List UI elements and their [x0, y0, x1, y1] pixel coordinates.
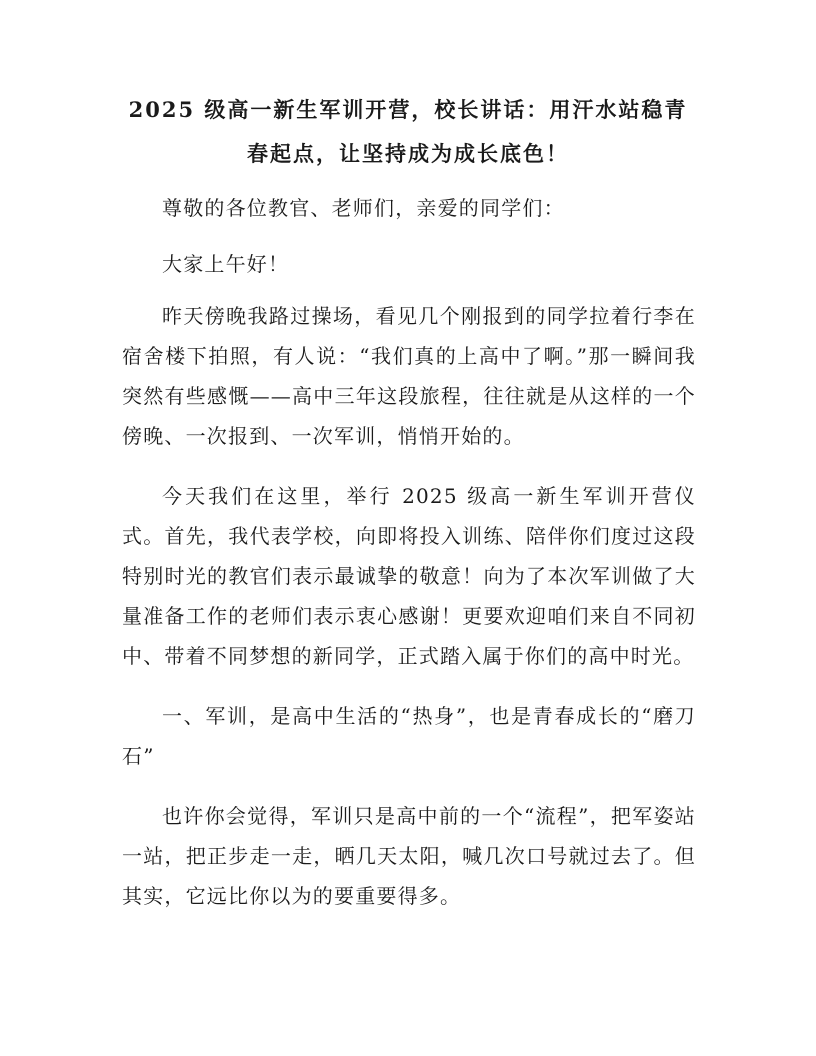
document-title: 2025 级高一新生军训开营，校长讲话：用汗水站稳青春起点，让坚持成为成长底色！ [128, 97, 688, 166]
salutation: 尊敬的各位教官、老师们，亲爱的同学们： [162, 196, 565, 220]
paragraph: 今天我们在这里，举行 2025 级高一新生军训开营仪式。首先，我代表学校，向即将投入训练、陪伴你们度过这段特别时光的教官们表示最诚挚的敬意！向为了本次军训做了大量准备工作的老师们表示衷心感谢！更要欢迎咱们来自不同初中、带着不同梦想的新同学，正式踏入属于你们的高中时光。 [122, 484, 696, 668]
paragraph: 昨天傍晚我路过操场，看见几个刚报到的同学拉着行李在宿舍楼下拍照，有人说：“我们真的上高中了啊。”那一瞬间我突然有些感慨——高中三年这段旅程，往往就是从这样的一个傍晚、一次报到、一次军训，悄悄开始的。 [122, 304, 696, 448]
greeting: 大家上午好！ [162, 252, 290, 276]
paragraph: 也许你会觉得，军训只是高中前的一个“流程”，把军姿站一站，把正步走一走，晒几天太阳，喊几次口号就过去了。但其实，它远比你以为的要重要得多。 [122, 804, 696, 908]
section-heading: 一、军训，是高中生活的“热身”，也是青春成长的“磨刀石” [122, 704, 696, 768]
